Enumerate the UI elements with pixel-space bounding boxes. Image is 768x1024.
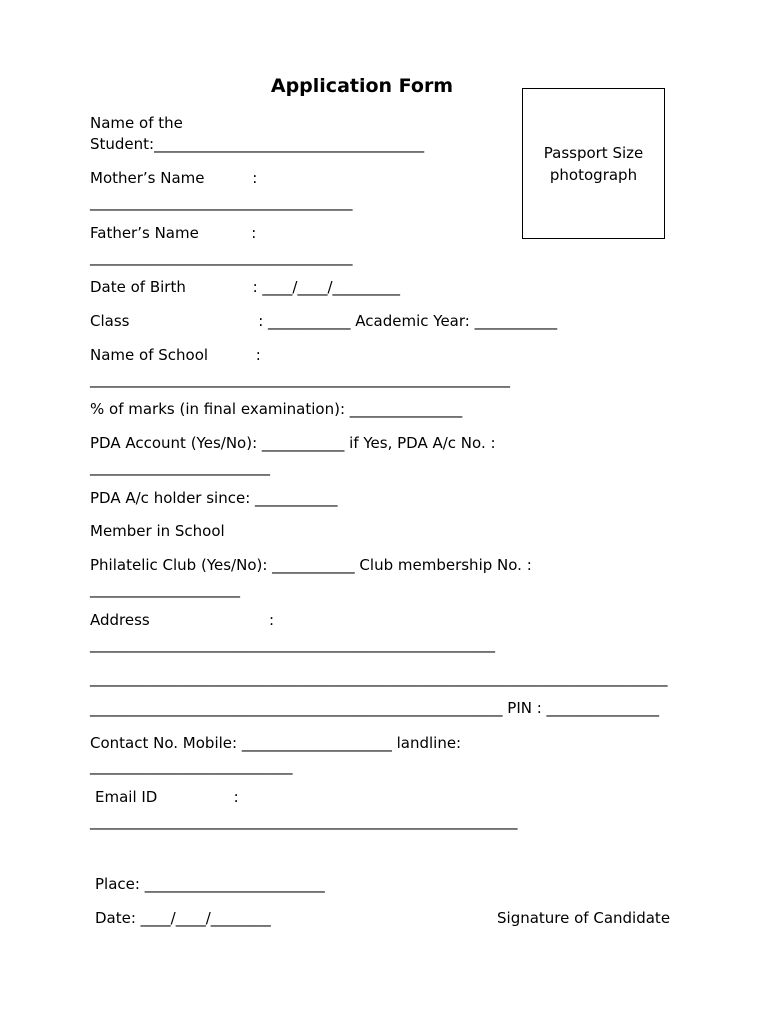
address-label: Address : [90, 611, 274, 629]
father-name-field: ___________________________________ [90, 248, 353, 266]
email-field: _________________________________________________________ [90, 812, 518, 830]
class-academic-year-field: Class : ___________ Academic Year: ___________ [90, 312, 558, 330]
mother-name-field: ___________________________________ [90, 193, 353, 211]
address-line-3-pin: _______________________________________________________ PIN : _______________ [90, 699, 660, 717]
school-name-field: ________________________________________________________ [90, 370, 510, 388]
passport-photo-box [522, 88, 665, 239]
pda-account-number-field: ________________________ [90, 458, 270, 476]
mother-name-label: Mother’s Name : [90, 169, 258, 187]
date-field: Date: ____/____/________ [95, 909, 271, 927]
date-of-birth-field: Date of Birth : ____/____/_________ [90, 278, 401, 296]
marks-field: % of marks (in final examination): _______________ [90, 400, 463, 418]
place-field: Place: ________________________ [95, 875, 325, 893]
address-line-2: _____________________________________________________________________________ [90, 669, 668, 687]
form-title: Application Form [270, 75, 454, 97]
pda-account-field: PDA Account (Yes/No): ___________ if Yes, PDA A/c No. : [90, 434, 496, 452]
student-name-label: Name of the [90, 114, 183, 132]
photo-label: Passport Size photograph [543, 143, 644, 184]
signature-label: Signature of Candidate [497, 909, 671, 927]
address-line-1: ______________________________________________________ [90, 635, 495, 653]
father-name-label: Father’s Name : [90, 224, 257, 242]
contact-number-field: Contact No. Mobile: ____________________ landline: [90, 734, 462, 752]
school-name-label: Name of School : [90, 346, 261, 364]
landline-field: ___________________________ [90, 757, 293, 775]
club-membership-number-field: ____________________ [90, 580, 240, 598]
student-name-field: Student:____________________________________ [90, 135, 425, 153]
pda-holder-since-field: PDA A/c holder since: ___________ [90, 489, 338, 507]
philatelic-club-field: Philatelic Club (Yes/No): ___________ Club membership No. : [90, 556, 532, 574]
email-label: Email ID : [95, 788, 239, 806]
member-in-school-label: Member in School [90, 522, 225, 540]
